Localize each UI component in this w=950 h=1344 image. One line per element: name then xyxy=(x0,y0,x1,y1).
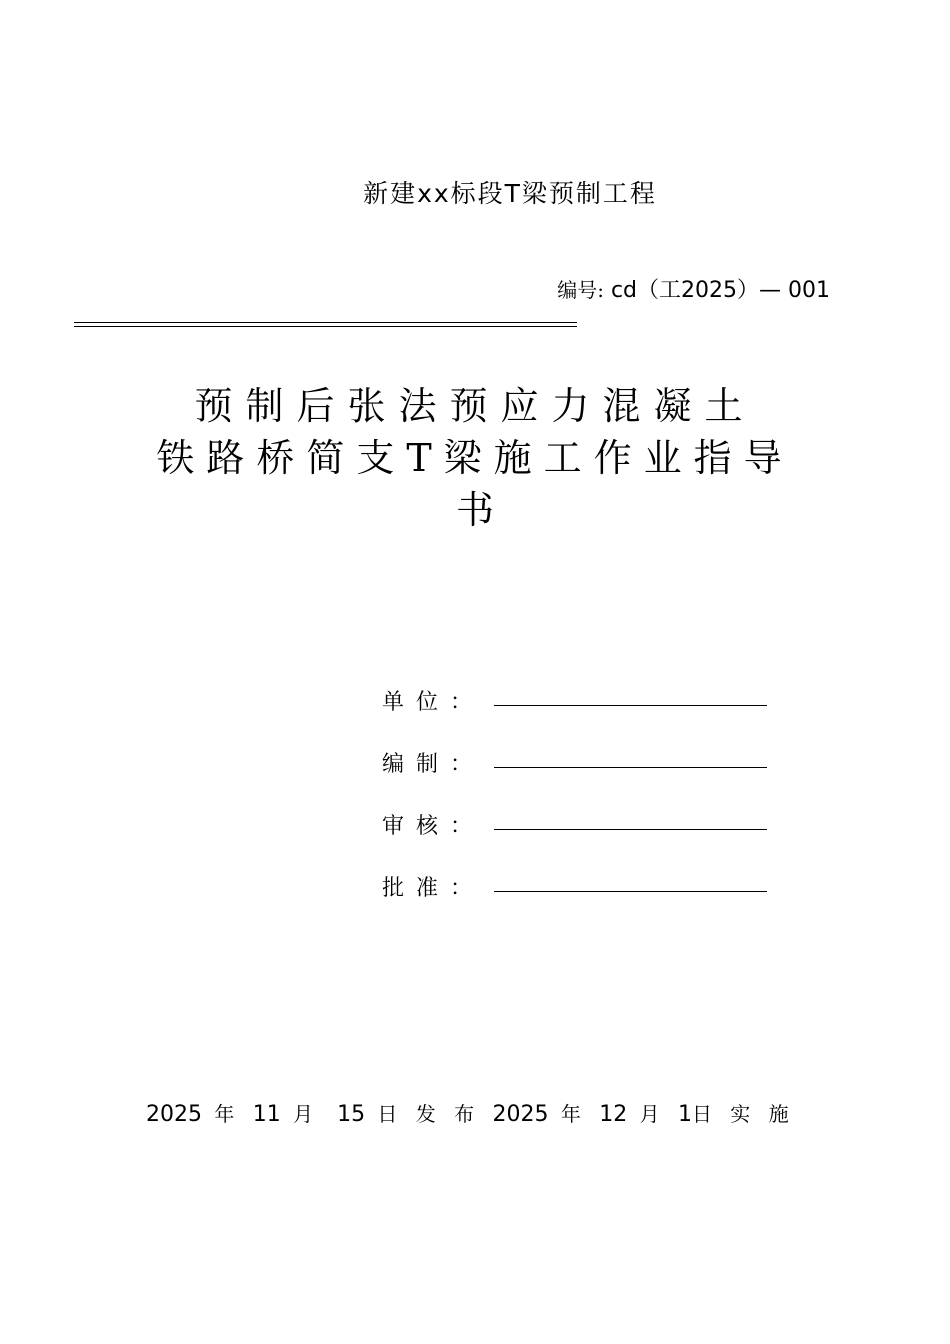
field-blank-compiled xyxy=(494,767,767,768)
project-title: 新建xx标段T梁预制工程 xyxy=(363,179,657,208)
field-blank-unit xyxy=(494,705,767,706)
main-title-line-2: 铁路桥简支T梁施工作业指导 xyxy=(156,436,794,480)
release-month-char: 月 xyxy=(280,1102,320,1126)
document-number-label: 编号: xyxy=(557,278,604,302)
field-blank-reviewed xyxy=(494,829,767,830)
main-title-line-1: 预制后张法预应力混凝土 xyxy=(194,384,756,428)
field-label-reviewed: 审核： xyxy=(382,814,485,839)
release-month: 11 xyxy=(252,1102,281,1127)
release-year: 2025 xyxy=(146,1102,202,1127)
field-compiled xyxy=(382,718,782,780)
document-number-value: cd（工2025）— 001 xyxy=(603,278,830,303)
field-reviewed xyxy=(382,780,782,842)
main-title-line-3: 书 xyxy=(455,488,494,532)
field-blank-approved xyxy=(494,891,767,892)
header-double-rule xyxy=(74,322,577,327)
release-implementation-dates xyxy=(146,1098,836,1127)
implement-month-char: 月 xyxy=(627,1102,678,1126)
implement-year-char: 年 xyxy=(548,1102,600,1126)
field-approved xyxy=(382,842,782,904)
field-label-compiled: 编制： xyxy=(382,752,485,777)
release-day-text: 日 发 布 xyxy=(365,1102,493,1126)
implement-month: 12 xyxy=(599,1102,628,1127)
document-number xyxy=(440,273,830,304)
release-day: 15 xyxy=(337,1102,366,1127)
implement-day: 1 xyxy=(677,1102,692,1127)
signature-fields xyxy=(382,656,782,904)
field-unit xyxy=(382,656,782,718)
release-year-char: 年 xyxy=(202,1102,253,1126)
implement-year: 2025 xyxy=(492,1102,549,1127)
field-label-approved: 批准： xyxy=(382,876,485,901)
implement-day-text: 日 实 施 xyxy=(691,1102,795,1126)
field-label-unit: 单位： xyxy=(382,690,485,715)
main-title xyxy=(120,380,830,536)
